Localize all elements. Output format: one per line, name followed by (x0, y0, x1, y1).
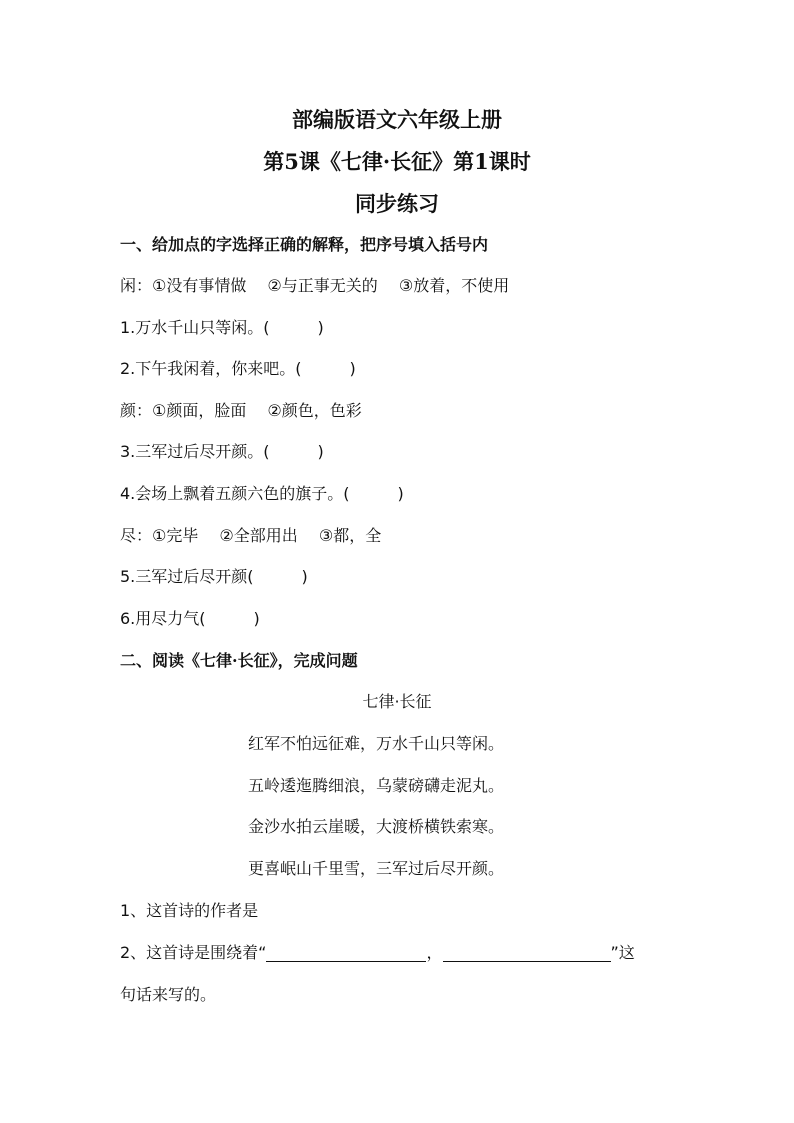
poem-line-3: 金沙水拍云崖暖，大渡桥横铁索寒。 (248, 817, 505, 836)
question-6: 6.用尽力气( ) (120, 609, 260, 628)
jin-definitions: 尽：①完毕 ②全部用出 ③都，全 (120, 526, 382, 545)
section2-heading: 二、阅读《七律·长征》，完成问题 (120, 651, 358, 670)
question-theme-prefix: 2、这首诗是围绕着“ (120, 943, 267, 962)
poem-line-2: 五岭逶迤腾细浪，乌蒙磅礴走泥丸。 (248, 776, 505, 795)
question-3: 3.三军过后尽开颜。( ) (120, 442, 324, 461)
question-theme-continued: 句话来写的。 (120, 985, 217, 1004)
title-lesson: 第5课《七律·长征》第1课时 (263, 149, 531, 174)
question-2: 2.下午我闲着，你来吧。( ) (120, 359, 356, 378)
section1-heading: 一、给加点的字选择正确的解释，把序号填入括号内 (120, 235, 489, 254)
question-theme-suffix: ”这 (610, 943, 635, 962)
question-author: 1、这首诗的作者是 (120, 901, 259, 920)
question-theme-separator: ， (426, 943, 443, 962)
title-textbook: 部编版语文六年级上册 (292, 107, 502, 132)
answer-blank-2[interactable] (443, 945, 611, 962)
question-4: 4.会场上飘着五颜六色的旗子。( ) (120, 484, 404, 503)
xian-definitions: 闲：①没有事情做 ②与正事无关的 ③放着，不使用 (120, 276, 510, 295)
question-theme (120, 940, 635, 963)
answer-blank-1[interactable] (266, 945, 426, 962)
poem-line-4: 更喜岷山千里雪，三军过后尽开颜。 (248, 859, 505, 878)
yan-definitions: 颜：①颜面，脸面 ②颜色，色彩 (120, 401, 362, 420)
question-1: 1.万水千山只等闲。( ) (120, 318, 324, 337)
poem-title: 七律·长征 (362, 692, 432, 711)
question-5: 5.三军过后尽开颜( ) (120, 567, 308, 586)
title-practice: 同步练习 (355, 191, 439, 216)
poem-line-1: 红军不怕远征难，万水千山只等闲。 (248, 734, 505, 753)
